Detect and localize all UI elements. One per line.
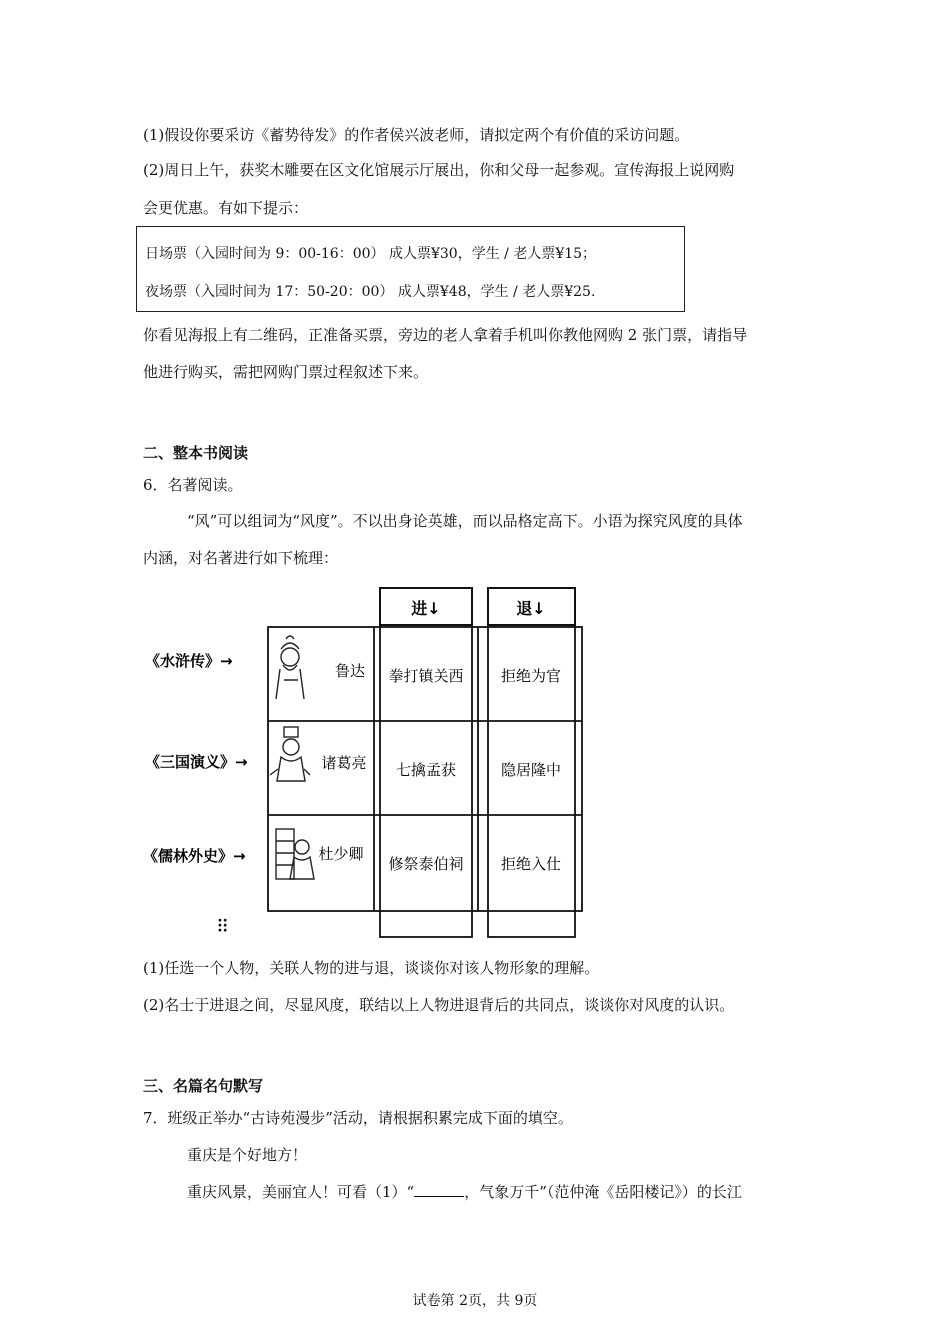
page-footer: 试卷第 2页，共 9页 (412, 1293, 538, 1309)
q7-line-b-pre: 重庆风景，美丽宜人！可看（1）“ (187, 1183, 415, 1201)
q5-after-line1: 你看见海报上有二维码，正准备买票，旁边的老人拿着手机叫你教他网购 2 张门票，请指导 (143, 326, 748, 344)
notice-night-ticket: 夜场票（入园时间为 17：50-20：00） 成人票¥48，学生 / 老人票¥25. (145, 284, 596, 300)
book-label: 《水浒传》→ (145, 652, 233, 670)
q7-line-a: 重庆是个好地方！ (187, 1146, 308, 1164)
q5-sub2-line1: (2)周日上午，获奖木雕要在区文化馆展示厅展出，你和父母一起参观。宣传海报上说网购 (143, 161, 735, 179)
notice-day-ticket: 日场票（入园时间为 9：00-16：00） 成人票¥30，学生 / 老人票¥15； (145, 246, 597, 262)
q6-sub1: (1)任选一个人物，关联人物的进与退，谈谈你对该人物形象的理解。 (143, 959, 600, 977)
book-label: 《三国演义》→ (145, 753, 248, 771)
fill-blank[interactable] (414, 1182, 464, 1197)
q6-sub2: (2)名士于进退之间，尽显风度，联结以上人物进退背后的共同点，谈谈你对风度的认识。 (143, 996, 735, 1014)
section3-heading: 三、名篇名句默写 (143, 1077, 264, 1095)
col-jin-label: 进↓ (411, 599, 441, 618)
section2-heading: 二、整本书阅读 (143, 444, 249, 462)
tui-action: 拒绝为官 (500, 667, 562, 685)
q7-line-b (187, 1182, 742, 1202)
jin-action: 拳打镇关西 (388, 667, 464, 685)
q5-sub1: (1)假设你要采访《蓄势待发》的作者侯兴波老师，请拟定两个有价值的采访问题。 (143, 126, 690, 144)
q6-intro-line2: 内涵，对名著进行如下梳理： (143, 549, 339, 567)
q5-sub2-line2: 会更优惠。有如下提示： (143, 199, 309, 217)
dots-marker: ⠿ (216, 917, 230, 938)
q5-after-line2: 他进行购买，需把网购门票过程叙述下来。 (143, 363, 429, 381)
jin-action: 修祭泰伯祠 (388, 855, 464, 873)
tui-action: 拒绝入仕 (500, 855, 562, 873)
q6-title: 6．名著阅读。 (143, 476, 243, 494)
jin-action: 七擒孟获 (395, 761, 457, 779)
zhugeliang-portrait (270, 727, 310, 781)
luda-portrait (276, 636, 304, 699)
q7-line-b-post: ，气象万千”（范仲淹《岳阳楼记》）的长江 (464, 1183, 742, 1201)
q7-title: 7．班级正举办“古诗苑漫步”活动，请根据积累完成下面的填空。 (143, 1109, 573, 1127)
person-name: 诸葛亮 (321, 754, 367, 772)
person-name: 杜少卿 (318, 845, 364, 863)
book-label: 《儒林外史》→ (143, 847, 246, 865)
ticket-notice-box (136, 226, 685, 312)
col-tui-label: 退↓ (516, 599, 546, 618)
dushaoqing-portrait (276, 829, 314, 879)
person-name: 鲁达 (334, 662, 366, 680)
novel-diagram (140, 585, 600, 945)
tui-action: 隐居隆中 (500, 761, 562, 779)
q6-intro-line1: “风”可以组词为“风度”。不以出身论英雄，而以品格定高下。小语为探究风度的具体 (187, 512, 743, 530)
